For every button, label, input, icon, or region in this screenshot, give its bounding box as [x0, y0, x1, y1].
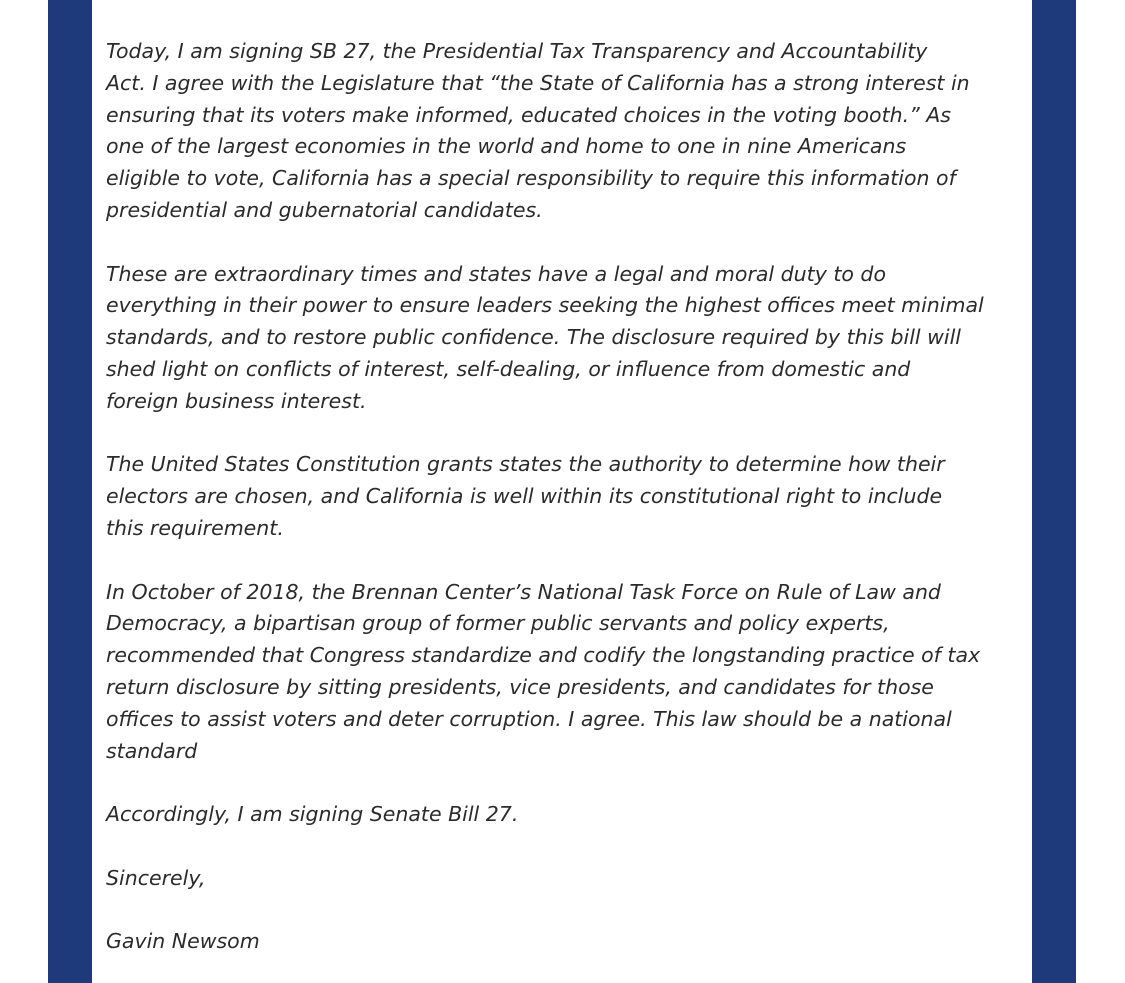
text-line: offices to assist voters and deter corruption. I agree. This law should be a national	[106, 706, 952, 731]
letter-body	[106, 36, 1026, 958]
text-line: Democracy, a bipartisan group of former public servants and policy experts,	[106, 611, 890, 636]
text-line: electors are chosen, and California is well within its constitutional right to include	[106, 484, 943, 509]
text-line: Today, I am signing SB 27, the Presidential Tax Transparency and Accountability	[106, 39, 928, 63]
paragraph-signing-announcement	[106, 36, 1026, 227]
text-line: Accordingly, I am signing Senate Bill 27.	[106, 802, 519, 827]
text-line: Act. I agree with the Legislature that “the State of California has a strong interest in	[106, 70, 970, 95]
text-line: In October of 2018, the Brennan Center’s National Task Force on Rule of Law and	[106, 579, 941, 604]
left-border-bar	[48, 0, 92, 983]
text-line: ensuring that its voters make informed, educated choices in the voting booth.” As	[106, 102, 951, 127]
text-line: this requirement.	[106, 515, 284, 540]
text-line: eligible to vote, California has a special responsibility to require this information of	[106, 166, 956, 191]
text-line: recommended that Congress standardize and codify the longstanding practice of tax	[106, 643, 981, 668]
signature-name: Gavin Newsom	[106, 929, 260, 954]
signature-block	[106, 926, 1026, 958]
paragraph-conclusion	[106, 799, 1026, 831]
paragraph-extraordinary-times	[106, 259, 1026, 418]
paragraph-brennan-center	[106, 577, 1026, 768]
text-line: foreign business interest.	[106, 388, 367, 413]
text-line: shed light on conflicts of interest, self-dealing, or influence from domestic and	[106, 356, 911, 381]
text-line: These are extraordinary times and states have a legal and moral duty to do	[106, 261, 886, 286]
text-line: standards, and to restore public confidence. The disclosure required by this bill will	[106, 325, 961, 350]
text-line: The United States Constitution grants states the authority to determine how their	[106, 452, 945, 477]
text-line: standard	[106, 738, 198, 763]
text-line: return disclosure by sitting presidents, vice presidents, and candidates for those	[106, 674, 934, 699]
closing-text: Sincerely,	[106, 865, 206, 890]
closing-salutation	[106, 863, 1026, 895]
text-line: one of the largest economies in the world and home to one in nine Americans	[106, 134, 907, 159]
text-line: everything in their power to ensure leaders seeking the highest offices meet minimal	[106, 293, 984, 318]
text-line: presidential and gubernatorial candidates.	[106, 197, 543, 222]
right-border-bar	[1032, 0, 1076, 983]
paragraph-constitution	[106, 449, 1026, 544]
